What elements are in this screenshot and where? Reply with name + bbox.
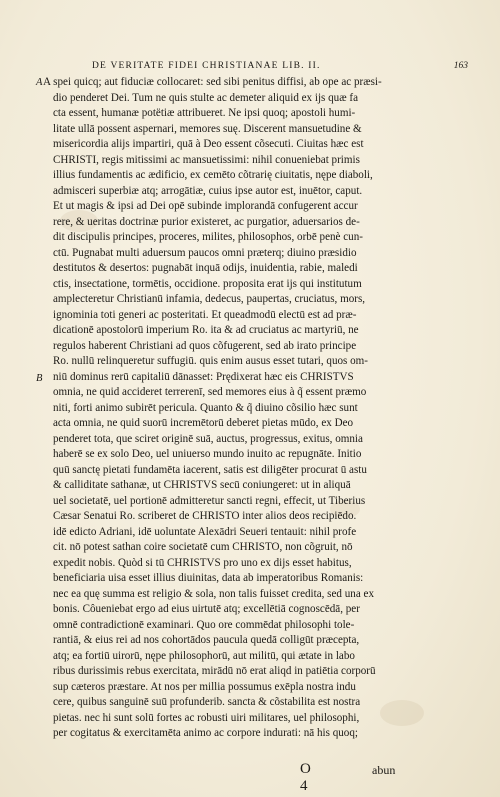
text-line: per cogitatus & exercitamēta animo ac corpore indurati: nā his quoq;	[53, 727, 358, 739]
text-line: Ro. nullū relinqueretur suffugiū. quis enim ausus esset tutari, quos om-	[53, 355, 369, 367]
text-line: dit discipulis principes, proceres, milites, philosophos, orbē penè cun-	[53, 231, 363, 243]
text-line: dicationē apostolorū imperium Ro. ita & ad cruciatus ac martyriū, ne	[53, 324, 359, 336]
text-line: haberē se ex solo Deo, uel uniuerso mundo inuito ac repugnāte. Initio	[53, 448, 362, 460]
text-line: admisceri superbiæ atq; arrogātiæ, cuius ipse autor est, inuētor, caput.	[53, 184, 363, 197]
signature-mark: O 4	[300, 761, 311, 794]
text-line: acta omnia, ne quid suorū incremētorū deberet pietas mūdo, ex Deo	[53, 417, 354, 429]
text-line: cere, quibus sanguinē suū profunderib. sancta & cõstabilita est nostra	[53, 696, 361, 708]
text-line: nec ea quę summa est religio & sola, non talis fuisset credita, sed una ex	[53, 587, 375, 600]
catchword: abun	[372, 763, 396, 777]
text-line: ctis, insectatione, tormētis, occidione. proposita erat ijs qui institutum	[53, 277, 362, 290]
text-line: uel societatē, uel portionē admitteretur sancti regni, effecit, ut Tiberius	[53, 494, 366, 507]
text-line: beneficiaria uisa esset illius diuinitas, data ab imperatoribus Romanis:	[53, 572, 364, 584]
text-line: Cæsar Senatui Ro. scriberet de CHRISTO inter alios deos recipiēdo.	[53, 510, 357, 522]
margin-letter-a: A	[36, 77, 43, 88]
text-line: rere, & ueritas doctrinæ purior existeret, ac purgatior, aduersarios de-	[53, 215, 360, 228]
text-line: & calliditate sathanæ, ut CHRISTVS secū coniungeret: ut in aliquā	[53, 479, 351, 491]
text-line: omnē contradictionē examinari. Quo ore commēdat philosophi tole-	[53, 618, 355, 631]
text-line: niū dominus rerū capitaliū dānasset: Prędixerat hæc eis CHRISTVS	[53, 370, 354, 383]
text-line: expedit nobis. Quòd si tū CHRISTVS pro uno ex dijs esset habitus,	[53, 556, 352, 569]
text-line: cit. nō potest sathan coire societatē cum CHRISTO, non cõgruit, nō	[53, 541, 353, 553]
text-line: regulos haberent Christiani ad quos cõfugerent, sed ab irato principe	[53, 339, 357, 352]
text-line: omnia, ne quid accideret terrerenī, sed memores eius à q̃ essent præmo	[53, 386, 367, 398]
text-line: sup cæteros præstare. At nos per millia possumus exēpla nostra indu	[53, 680, 356, 693]
running-header	[92, 60, 472, 72]
text-line: misericordia alijs impartiri, quā à Deo essent cõsecuti. Ciuitas hæc est	[53, 138, 364, 150]
text-line: idē edicto Adriani, idē uoluntate Alexādri Seueri tentauit: nihil profe	[53, 525, 357, 538]
text-body	[43, 75, 461, 742]
folio-number: 163	[453, 61, 468, 71]
running-title: DE VERITATE FIDEI CHRISTIANAE LIB. II.	[92, 61, 321, 71]
text-line: litate ullā possent aspernari, memores suę. Discerent mansuetudine &	[53, 122, 362, 135]
text-line: destitutos & desertos: pugnabāt inquā odijs, inuidentia, rabie, maledi	[53, 262, 358, 274]
text-line: bonis. Côueniebat ergo ad eius uirtutē atq; excellētiā cognoscēdā, per	[53, 603, 360, 615]
text-line: illius fundamentis ac ædificio, ex cemēto cõtrarię ciuitatis, nępe diaboli,	[53, 169, 373, 181]
text-line: amplecteretur Christianū infamia, dedecus, paupertas, cruciatus, mors,	[53, 293, 366, 305]
text-line: dio penderet Dei. Tum ne quis stulte ac demeter aliquid ex ijs quæ fa	[53, 91, 359, 104]
text-line: atq; ea fortiū uirorū, nępe philosophorū, aut militū, qui ætate in labo	[53, 649, 355, 662]
text-line: quū sanctę pietati fundamēta iacerent, satis est diligēter procurat ū astu	[53, 463, 367, 476]
text-line: CHRISTI, regis mitissimi ac mansuetissimi: nihil conueniebat primis	[53, 153, 360, 166]
margin-letter-b: B	[36, 373, 43, 384]
text-line: ctū. Pugnabat multi aduersum paucos omni præterq; diuino præsidio	[53, 246, 357, 259]
text-line: ribus durissimis rebus exercitata, mirādū nō erat aliqd in patiētia corporū	[53, 665, 376, 677]
text-line: A spei quicq; aut fiduciæ collocaret: sed sibi penitus diffisi, ab ope ac præsi-	[43, 76, 382, 88]
text-line: penderet tota, que sciret originē suā, auctus, progressus, exitus, omnia	[53, 432, 363, 445]
text-line: Et ut magis & ipsi ad Dei opē subinde implorandā confugerent accur	[53, 200, 358, 212]
text-line: rantiā, & eius rei ad nos cohortādos paucula quedā colligūt præcepta,	[53, 634, 360, 646]
text-line: niti, forti animo subirēt pericula. Quanto & q̃ diuino cõsilio hæc sunt	[53, 401, 358, 414]
text-line: cta essent, humanæ potëtiæ attribueret. Ne ipsi quoq; apostoli humi-	[53, 107, 356, 119]
text-line: ignominia toti generi ac posteritati. Et queadmodū electū est ad præ-	[53, 308, 357, 321]
text-line: pietas. nec hi sunt solū fortes ac robusti uiri militares, uel philosophi,	[53, 711, 360, 724]
